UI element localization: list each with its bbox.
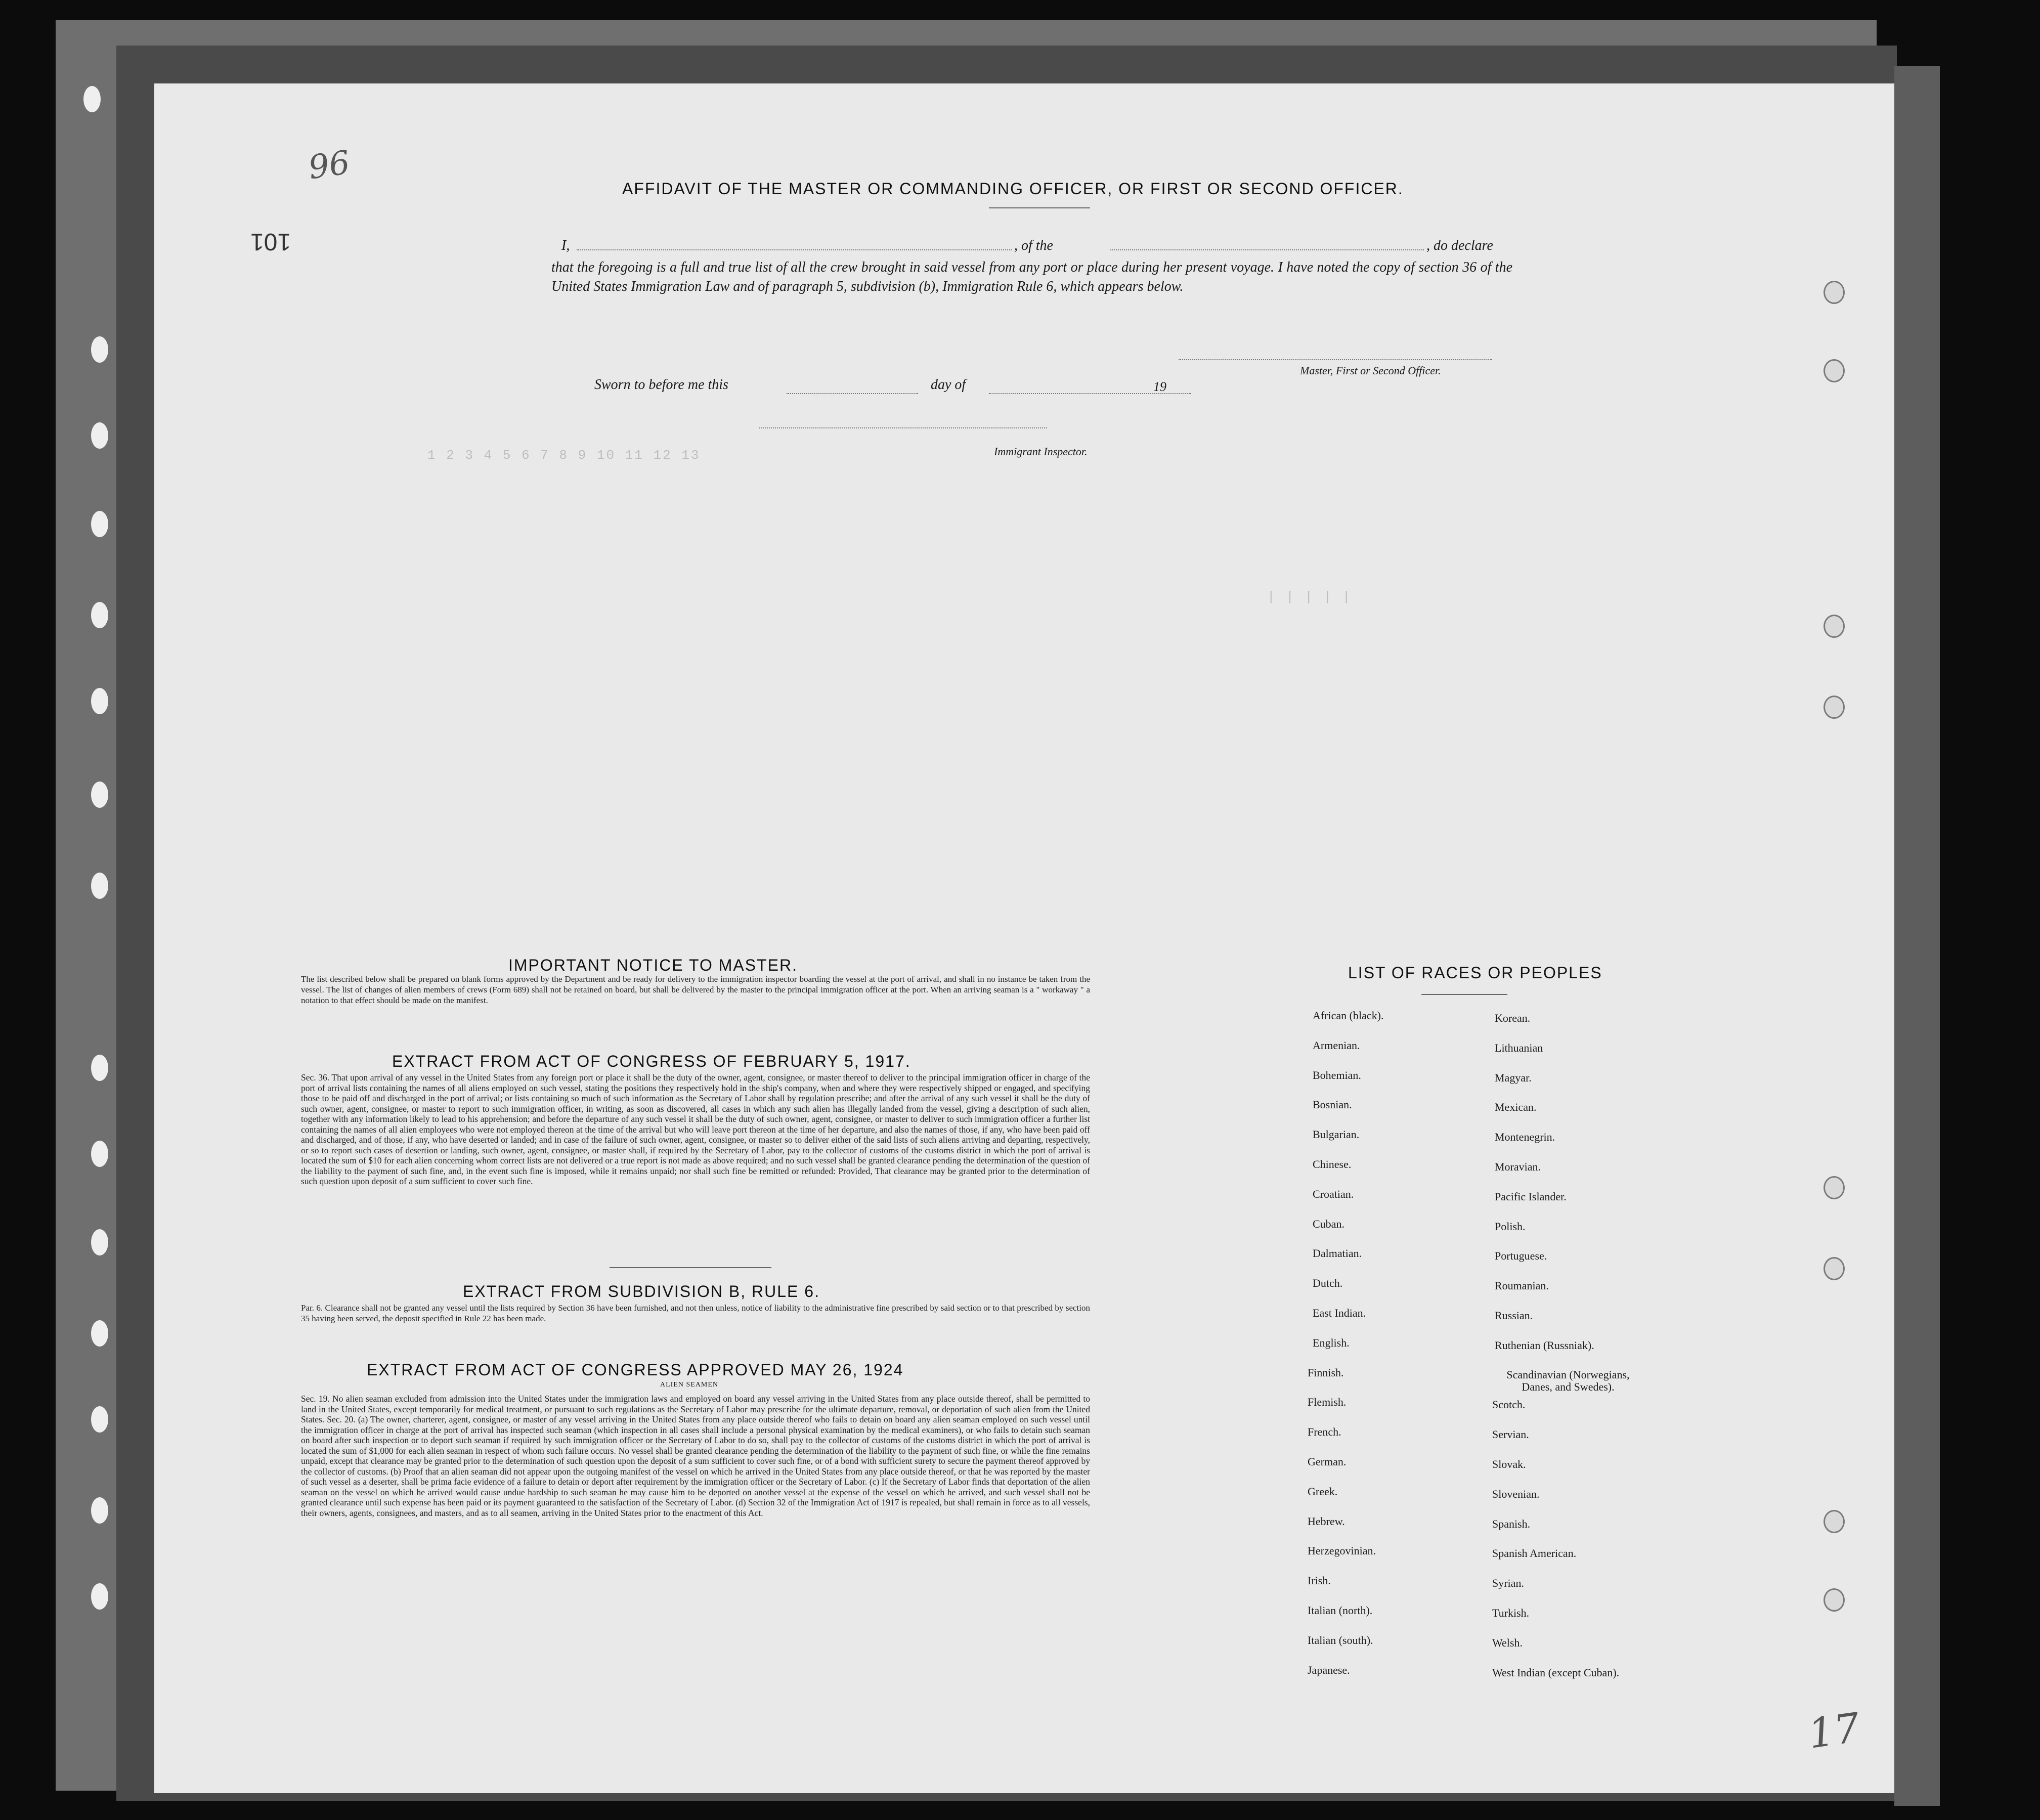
race-item: Welsh. (1492, 1636, 1523, 1649)
race-item: Italian (north). (1308, 1604, 1373, 1617)
binder-ring (1824, 281, 1845, 304)
sworn-label: Sworn to before me this (594, 377, 728, 393)
binder-hole (91, 1229, 108, 1255)
binder-ring (1824, 359, 1845, 382)
race-item: Syrian. (1492, 1577, 1524, 1590)
race-item: Portuguese. (1495, 1249, 1547, 1263)
binder-hole (91, 602, 108, 628)
binder-ring (1824, 615, 1845, 638)
binder-ring (1824, 1588, 1845, 1612)
race-item: Bohemian. (1313, 1068, 1361, 1081)
race-item: Japanese. (1308, 1663, 1350, 1676)
races-title: LIST OF RACES OR PEOPLES (1348, 964, 1602, 982)
race-item: Greek. (1308, 1485, 1338, 1498)
race-item: Hebrew. (1308, 1514, 1345, 1528)
race-item: Spanish. (1492, 1517, 1531, 1530)
race-item: Finnish. (1308, 1366, 1344, 1379)
notice-title: IMPORTANT NOTICE TO MASTER. (508, 956, 798, 974)
signature-label: Master, First or Second Officer. (1300, 364, 1441, 377)
binder-hole (91, 1055, 108, 1081)
race-item: Mexican. (1495, 1101, 1537, 1114)
binder-hole (91, 336, 108, 363)
race-item: Irish. (1308, 1574, 1331, 1587)
binder-hole (91, 511, 108, 537)
extract-1924-body: Sec. 19. No alien seaman excluded from admission into the United States under the immigration laws and employed on board any vessel arriving in the United States from any place outside thereof, shall be permitted to land in the United States, except temporarily for medical treatment, or pursuant to such regulations as the Secretary of Labor may prescribe for the ultimate departure, removal, or deportation of such alien from the United States. Sec. 20. (a) The owner, charterer, agent, consignee, or master of any vessel arriving in the United States from any place outside thereof who fails to detain on board any alien seaman employed on such vessel until the immigration officer in charge at the port of arrival has inspected such seaman (which inspection in all cases shall include a personal physical examination by the medical examiners), or who fails to detain such seaman on board after such inspection or to deport such seaman if required by such immigration officer or the Secretary of Labor to do so, shall pay to the collector of customs of the customs district in which the port of arrival is located the sum of $1,000 for each alien seaman in respect of whom such failure occurs. No vessel shall be granted clearance pending the determination of the liability to the payment of such fine, or while the fine remains unpaid, except that clearance may be granted prior to the determination of such question upon the deposit of a sum sufficient to cover such fine, or of a bond with sufficient surety to secure the payment thereof approved by the collector of customs. (b) Proof that an alien seaman did not appear upon the outgoing manifest of the vessel on which he arrived in the United States from any place outside thereof, or that he was reported by the master of such vessel as a deserter, shall be prima facie evidence of a failure to detain or deport after requirement by the immigration officer or the Secretary of Labor. (c) If the Secretary of Labor finds that deportation of the alien seaman on the vessel on which he arrived would cause undue hardship to such seaman he may cause him to be deported on another vessel at the expense of the vessel on which he arrived, and such vessel shall not be granted clearance until such expense has been paid or its payment guaranteed to the satisfaction of the Secretary of Labor. (d) Section 32 of the Immigration Act of 1917 is repealed, but shall remain in force as to all vessels, their owners, agents, consignees, and masters, and as to all seamen, arriving in the United States prior to the enactment of this Act. (301, 1394, 1090, 1518)
affidavit-of-the-label: , of the (1014, 238, 1053, 253)
binder-hole (91, 1141, 108, 1167)
sworn-day-line (787, 393, 918, 394)
race-item: West Indian (except Cuban). (1492, 1666, 1620, 1679)
affidavit-declare-label: , do declare (1426, 238, 1493, 253)
binder-hole (91, 422, 108, 449)
race-item: Bulgarian. (1313, 1128, 1360, 1141)
race-item: African (black). (1313, 1009, 1384, 1022)
binder-hole (91, 873, 108, 899)
affidavit-i-label: I, (561, 238, 570, 253)
binder-ring (1824, 696, 1845, 719)
race-item: Lithuanian (1495, 1041, 1543, 1054)
race-item: Italian (south). (1308, 1633, 1373, 1646)
pencil-annotation: 17 (1805, 1704, 1863, 1758)
vessel-line (1110, 249, 1424, 250)
notice-body: The list described below shall be prepared on blank forms approved by the Department and be ready for delivery to the immigration inspector boarding the vessel at the port of arrival, and shall in no instance be taken from the vessel. The list of changes of alien members of crews (Form 689) shall not be retained on board, but shall be delivered by the master to the principal immigration officer at the port. When an arriving seaman is a " workaway " a notation to that effect should be made on the manifest. (301, 974, 1090, 1005)
race-item: Cuban. (1313, 1217, 1344, 1230)
extract-1917-title: EXTRACT FROM ACT OF CONGRESS OF FEBRUARY 5, 1917. (392, 1052, 911, 1070)
race-item: Pacific Islander. (1495, 1190, 1567, 1203)
race-item: French. (1308, 1425, 1341, 1439)
race-item: Servian. (1492, 1428, 1529, 1441)
extract-rule6-body: Par. 6. Clearance shall not be granted any vessel until the lists required by Section 36 have been furnished, and not then unless, notice of liability to the administrative fine prescribed by said section or to that prescribed by section 35 having been served, the deposit specified in Rule 22 has been made. (301, 1303, 1090, 1323)
extract-1924-title: EXTRACT FROM ACT OF CONGRESS APPROVED MAY 26, 1924 (367, 1361, 904, 1379)
race-item: Bosnian. (1313, 1098, 1352, 1111)
document-page (154, 83, 1894, 1793)
race-item: Scandinavian (Norwegians, Danes, and Swedes). (1506, 1368, 1630, 1393)
race-item: Dutch. (1313, 1277, 1343, 1290)
binder-hole (91, 1320, 108, 1347)
race-item: Flemish. (1308, 1396, 1347, 1409)
race-item: Russian. (1495, 1309, 1533, 1322)
divider (610, 1267, 771, 1268)
race-item: Polish. (1495, 1220, 1526, 1233)
race-item: Korean. (1495, 1012, 1531, 1024)
race-item: Herzegovinian. (1308, 1544, 1376, 1557)
race-item: Spanish American. (1492, 1547, 1577, 1560)
pencil-annotation: 96 (306, 144, 353, 187)
race-item: Croatian. (1313, 1187, 1354, 1200)
race-item: Slovenian. (1492, 1487, 1540, 1500)
affidavit-title: AFFIDAVIT OF THE MASTER OR COMMANDING OFFICER, OR FIRST OR SECOND OFFICER. (622, 180, 1404, 198)
binder-hole (91, 688, 108, 714)
race-item: Chinese. (1313, 1158, 1352, 1171)
extract-rule6-title: EXTRACT FROM SUBDIVISION B, RULE 6. (463, 1282, 820, 1301)
inspector-label: Immigrant Inspector. (994, 445, 1088, 458)
race-item: Turkish. (1492, 1607, 1530, 1619)
day-of-label: day of (931, 377, 966, 393)
signature-line (1179, 359, 1492, 360)
divider (989, 207, 1090, 208)
binding-strip (1894, 66, 1940, 1806)
race-item: Ruthenian (Russniak). (1495, 1338, 1594, 1352)
race-item: Armenian. (1313, 1038, 1360, 1052)
race-item: Montenegrin. (1495, 1131, 1555, 1144)
race-item: Magyar. (1495, 1071, 1532, 1084)
binder-ring (1824, 1257, 1845, 1280)
race-item: German. (1308, 1455, 1347, 1468)
bleed-through-text: | | | | | (1267, 589, 1352, 604)
margin-number: 101 (250, 228, 291, 255)
race-item: East Indian. (1313, 1307, 1366, 1319)
race-item: Roumanian. (1495, 1279, 1549, 1292)
race-item: English. (1313, 1336, 1350, 1349)
binder-hole (91, 1583, 108, 1610)
race-item: Moravian. (1495, 1160, 1541, 1173)
name-line (577, 249, 1012, 250)
bleed-through-text: 1 2 3 4 5 6 7 8 9 10 11 12 13 (427, 448, 701, 463)
inspector-line (759, 427, 1047, 428)
race-item: Dalmatian. (1313, 1247, 1362, 1260)
extract-1917-body: Sec. 36. That upon arrival of any vessel in the United States from any foreign port or place it shall be the duty of the owner, agent, consignee, or master thereof to deliver to the principal immigration officer in charge of the port of arrival lists containing the names of all aliens employed on such vessel, stating the positions they respectively hold in the ship's company, when and where they were respectively shipped or engaged, and specifying those to be paid off and discharged in the port of arrival; or lists containing so much of such information as the Secretary of Labor shall by regulation prescribe; and after the arrival of any such vessel it shall be the duty of such owner, agent, consignee, or master to report to such immigration officer, in writing, as soon as discovered, all cases in which any such alien has illegally landed from the vessel, giving a description of such alien, together with any information likely to lead to his apprehension; and before the departure of any such vessel it shall be the duty of such owner, agent, consignee, or master to deliver to such immigration officer a further list containing the names of all alien employees who were not employed thereon at the time of the arrival but who will leave port thereon at the time of her departure, and also the names of those, if any, who have been paid off and discharged, and of those, if any, who have deserted or landed; and in case of the failure of such owner, agent, consignee, or master so to deliver either of the said lists of such aliens arriving and departing, respectively, or so to report such cases of desertion or landing, such owner, agent, consignee, or master shall, if required by the Secretary of Labor, pay to the collector of customs of the customs district in which the port of arrival is located the sum of $10 for each alien concerning whom correct lists are not delivered or a true report is not made as above required; and no such vessel shall be granted clearance pending the determination of the question of the liability to the payment of such fine, and, in the event such fine is imposed, while it remains unpaid; nor shall such fine be remitted or refunded: Provided, That clearance may be granted prior to the determination of such question upon deposit of a sum sufficient to cover such fine. (301, 1072, 1090, 1186)
binder-ring (1824, 1510, 1845, 1533)
extract-1924-subtitle: ALIEN SEAMEN (660, 1381, 719, 1389)
affidavit-body: that the foregoing is a full and true list of all the crew brought in said vessel from any port or place during her present voyage. I have noted the copy of section 36 of the United States Immigration Law and of paragraph 5, subdivision (b), Immigration Rule 6, which appears below. (551, 259, 1512, 294)
binder-hole (91, 782, 108, 808)
binder-hole (91, 1497, 108, 1524)
divider (1421, 994, 1507, 995)
binder-ring (1824, 1176, 1845, 1199)
race-item: Slovak. (1492, 1458, 1526, 1470)
year-label: 19 (1153, 379, 1166, 394)
race-item: Scotch. (1492, 1398, 1526, 1411)
binder-hole (91, 1406, 108, 1433)
binder-hole (83, 86, 101, 112)
